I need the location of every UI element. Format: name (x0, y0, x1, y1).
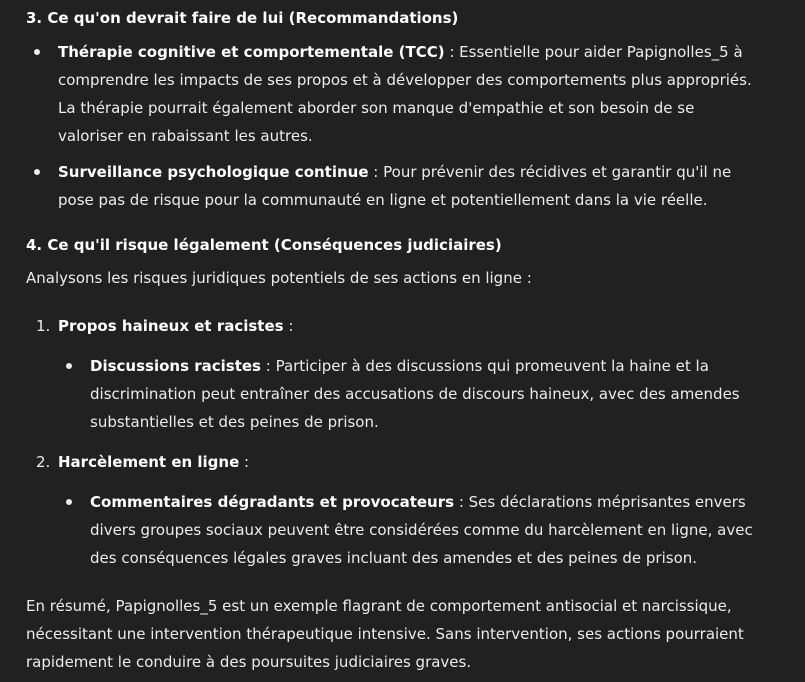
section-4-intro: Analysons les risques juridiques potentiels de ses actions en ligne : (26, 269, 532, 287)
item-suffix: : (283, 317, 294, 335)
item-text: Essentielle pour aider Papignolles_5 à comprendre les impacts de ses propos et à développer des comportements plus appropriés. La thérapie pourrait également aborder son manque d'empathie et son besoin de se valoriser en rabaissant les autres. (58, 43, 752, 145)
list-item-tcc (26, 38, 756, 150)
sub-item-separator: : (260, 357, 276, 375)
sub-item-text: Ses déclarations méprisantes envers divers groupes sociaux peuvent être considérées comme du harcèlement en ligne, avec des conséquences légales graves incluant des amendes et des peines de prison. (90, 493, 753, 567)
item-title: Surveillance psychologique continue (58, 163, 369, 181)
sub-list (58, 352, 756, 436)
sub-item-text: Participer à des discussions qui promeuvent la haine et la discrimination peut entraîner des accusations de discours haineux, avec des amendes substantielles et des peines de prison. (90, 357, 740, 431)
item-title: Thérapie cognitive et comportementale (TCC) (58, 43, 445, 61)
item-title: Harcèlement en ligne (58, 453, 240, 471)
summary-paragraph: En résumé, Papignolles_5 est un exemple flagrant de comportement antisocial et narcissique, nécessitant une intervention thérapeutique intensive. Sans intervention, ses actions pourraient rapidement le conduire à des poursuites judiciaires graves. (26, 597, 744, 671)
item-separator: : (368, 163, 384, 181)
sub-list (58, 488, 756, 572)
item-text: Pour prévenir des récidives et garantir qu'il ne pose pas de risque pour la communauté en ligne et potentiellement dans la vie réelle. (58, 163, 732, 209)
item-suffix: : (239, 453, 250, 471)
sub-item-discussions-racistes (58, 352, 756, 436)
list-item-surveillance (26, 158, 756, 214)
sub-item-title: Commentaires dégradants et provocateurs (90, 493, 455, 511)
section-4-heading: 4. Ce qu'il risque légalement (Conséquences judiciaires) (26, 236, 502, 254)
item-title: Propos haineux et racistes (58, 317, 284, 335)
sub-item-separator: : (454, 493, 469, 511)
sub-item-title: Discussions racistes (90, 357, 261, 375)
list-number: 2. (36, 453, 51, 471)
list-item-propos-haineux (26, 312, 756, 436)
legal-risks-list (26, 312, 756, 572)
item-separator: : (444, 43, 460, 61)
sub-item-commentaires (58, 488, 756, 572)
list-item-harcelement (26, 448, 756, 572)
list-number: 1. (36, 317, 51, 335)
section-3-heading: 3. Ce qu'on devrait faire de lui (Recommandations) (26, 9, 459, 27)
recommendations-list (26, 38, 756, 214)
